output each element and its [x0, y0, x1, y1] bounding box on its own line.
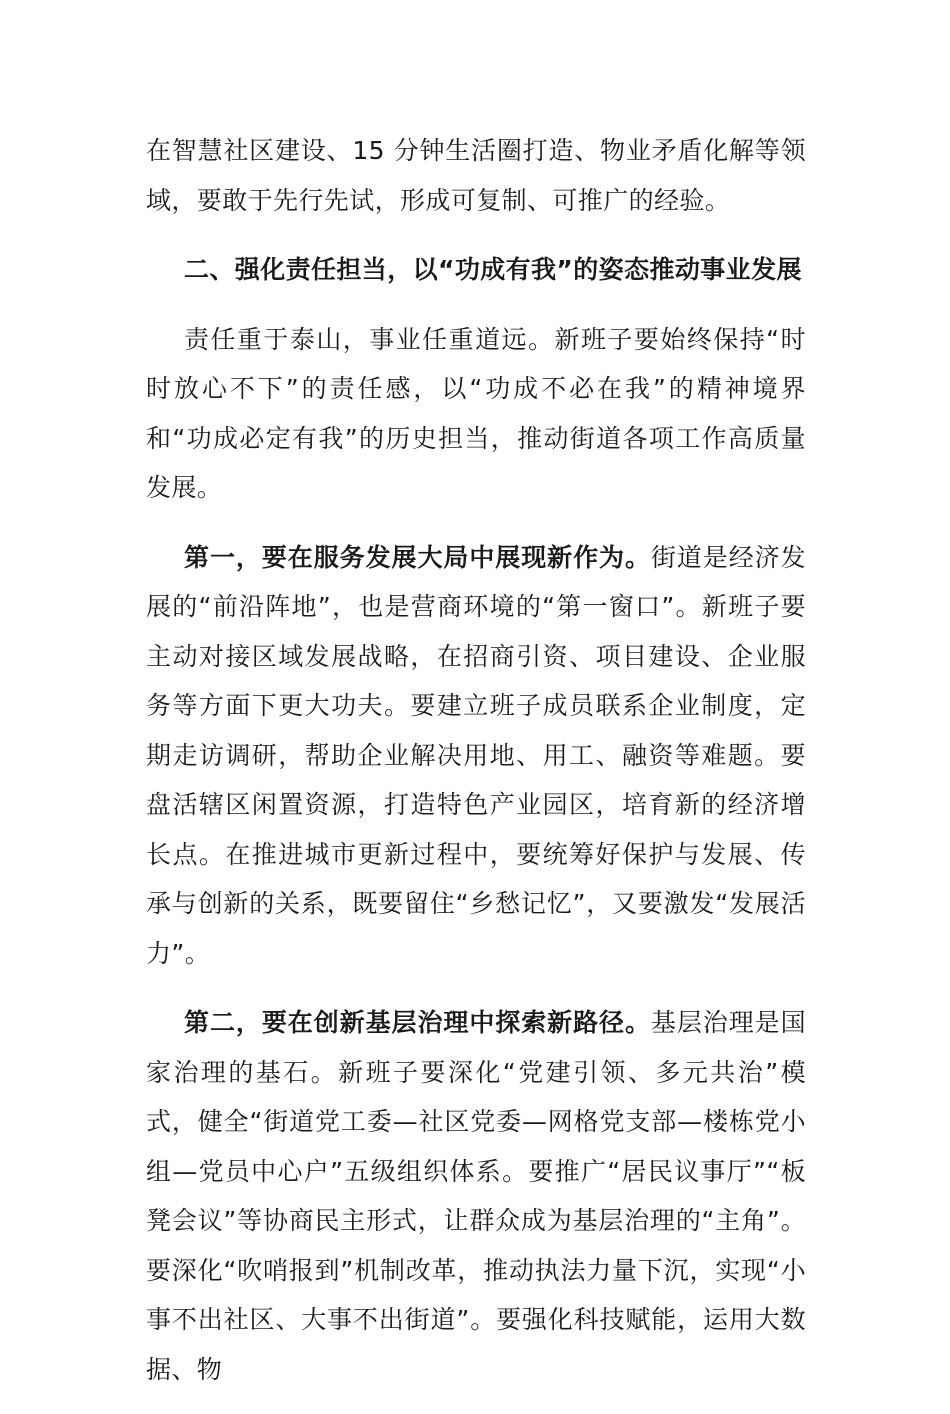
paragraph-intro: [146, 315, 806, 513]
document-body: [146, 126, 806, 1414]
section-heading: [146, 245, 806, 295]
paragraph-lead: 第一，要在服务发展大局中展现新作为。: [184, 542, 651, 572]
paragraph-text: 在智慧社区建设、15 分钟生活圈打造、物业矛盾化解等领域，要敢于先行先试，形成可复制、可推广的经验。: [146, 136, 806, 215]
paragraph-text: 基层治理是国家治理的基石。新班子要深化“党建引领、多元共治”模式，健全“街道党工委—社区党委—网格党支部—楼栋党小组—党员中心户”五级组织体系。要推广“居民议事厅”“板凳会议”等协商民主形式，让群众成为基层治理的“主角”。要深化“吹哨报到”机制改革，推动执法力量下沉，实现“小事不出社区、大事不出街道”。要强化科技赋能，运用大数据、物: [146, 1008, 807, 1384]
paragraph-text: 街道是经济发展的“前沿阵地”，也是营商环境的“第一窗口”。新班子要主动对接区域发展战略，在招商引资、项目建设、企业服务等方面下更大功夫。要建立班子成员联系企业制度，定期走访调研，帮助企业解决用地、用工、融资等难题。要盘活辖区闲置资源，打造特色产业园区，培育新的经济增长点。在推进城市更新过程中，要统筹好保护与发展、传承与创新的关系，既要留住“乡愁记忆”，又要激发“发展活力”。: [146, 542, 807, 968]
paragraph-text: 责任重于泰山，事业任重道远。新班子要始终保持“时时放心不下”的责任感，以“功成不必在我”的精神境界和“功成必定有我”的历史担当，推动街道各项工作高质量发展。: [146, 324, 806, 502]
section-heading-text: 二、强化责任担当，以“功成有我”的姿态推动事业发展: [184, 255, 802, 284]
paragraph-point-one: [146, 533, 806, 979]
paragraph-lead: 第二，要在创新基层治理中探索新路径。: [184, 1008, 651, 1037]
paragraph-continued: [146, 126, 806, 225]
paragraph-point-two: [146, 998, 806, 1394]
